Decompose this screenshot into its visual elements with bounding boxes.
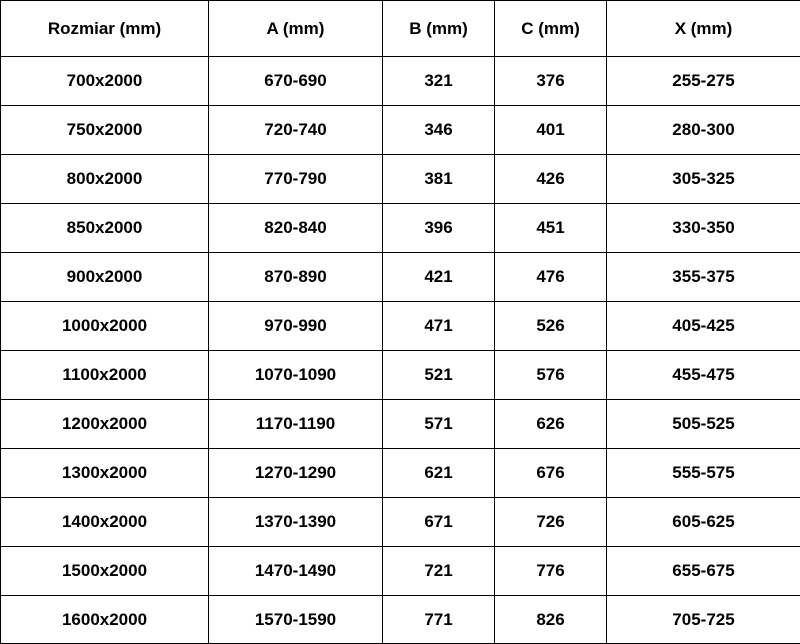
- cell-x: 555-575: [607, 449, 800, 498]
- cell-c: 576: [495, 351, 607, 400]
- cell-c: 676: [495, 449, 607, 498]
- cell-rozmiar: 1100x2000: [1, 351, 209, 400]
- cell-rozmiar: 1400x2000: [1, 498, 209, 547]
- table-row: [1, 498, 800, 547]
- cell-x: 330-350: [607, 204, 800, 253]
- table-row: [1, 57, 800, 106]
- cell-b: 721: [383, 547, 495, 596]
- table-row: [1, 400, 800, 449]
- table-row: [1, 547, 800, 596]
- cell-rozmiar: 900x2000: [1, 253, 209, 302]
- cell-x: 255-275: [607, 57, 800, 106]
- cell-b: 571: [383, 400, 495, 449]
- column-header-a: A (mm): [209, 1, 383, 57]
- table-row: [1, 106, 800, 155]
- cell-c: 726: [495, 498, 607, 547]
- cell-b: 321: [383, 57, 495, 106]
- cell-a: 820-840: [209, 204, 383, 253]
- cell-c: 426: [495, 155, 607, 204]
- cell-a: 670-690: [209, 57, 383, 106]
- cell-b: 621: [383, 449, 495, 498]
- cell-c: 826: [495, 596, 607, 644]
- cell-a: 870-890: [209, 253, 383, 302]
- cell-a: 1270-1290: [209, 449, 383, 498]
- table-row: [1, 596, 800, 644]
- column-header-c: C (mm): [495, 1, 607, 57]
- table-row: [1, 204, 800, 253]
- cell-a: 1370-1390: [209, 498, 383, 547]
- cell-a: 1470-1490: [209, 547, 383, 596]
- cell-b: 671: [383, 498, 495, 547]
- cell-c: 376: [495, 57, 607, 106]
- cell-x: 305-325: [607, 155, 800, 204]
- table-header-row: [1, 1, 800, 57]
- cell-rozmiar: 800x2000: [1, 155, 209, 204]
- cell-rozmiar: 850x2000: [1, 204, 209, 253]
- cell-b: 396: [383, 204, 495, 253]
- cell-c: 476: [495, 253, 607, 302]
- cell-x: 280-300: [607, 106, 800, 155]
- table-row: [1, 253, 800, 302]
- cell-a: 1570-1590: [209, 596, 383, 644]
- table-row: [1, 351, 800, 400]
- cell-x: 655-675: [607, 547, 800, 596]
- cell-b: 471: [383, 302, 495, 351]
- cell-c: 526: [495, 302, 607, 351]
- cell-rozmiar: 1300x2000: [1, 449, 209, 498]
- cell-b: 381: [383, 155, 495, 204]
- cell-b: 771: [383, 596, 495, 644]
- cell-x: 505-525: [607, 400, 800, 449]
- cell-a: 970-990: [209, 302, 383, 351]
- cell-b: 346: [383, 106, 495, 155]
- cell-a: 720-740: [209, 106, 383, 155]
- cell-a: 770-790: [209, 155, 383, 204]
- table-row: [1, 155, 800, 204]
- column-header-rozmiar: Rozmiar (mm): [1, 1, 209, 57]
- cell-c: 401: [495, 106, 607, 155]
- column-header-x: X (mm): [607, 1, 800, 57]
- cell-x: 405-425: [607, 302, 800, 351]
- cell-c: 776: [495, 547, 607, 596]
- cell-x: 705-725: [607, 596, 800, 644]
- table-row: [1, 449, 800, 498]
- cell-c: 451: [495, 204, 607, 253]
- cell-rozmiar: 1200x2000: [1, 400, 209, 449]
- cell-x: 355-375: [607, 253, 800, 302]
- cell-rozmiar: 1500x2000: [1, 547, 209, 596]
- cell-x: 455-475: [607, 351, 800, 400]
- cell-b: 521: [383, 351, 495, 400]
- cell-rozmiar: 750x2000: [1, 106, 209, 155]
- column-header-b: B (mm): [383, 1, 495, 57]
- cell-rozmiar: 1000x2000: [1, 302, 209, 351]
- cell-rozmiar: 700x2000: [1, 57, 209, 106]
- cell-a: 1170-1190: [209, 400, 383, 449]
- table-row: [1, 302, 800, 351]
- cell-c: 626: [495, 400, 607, 449]
- cell-a: 1070-1090: [209, 351, 383, 400]
- cell-b: 421: [383, 253, 495, 302]
- cell-rozmiar: 1600x2000: [1, 596, 209, 644]
- cell-x: 605-625: [607, 498, 800, 547]
